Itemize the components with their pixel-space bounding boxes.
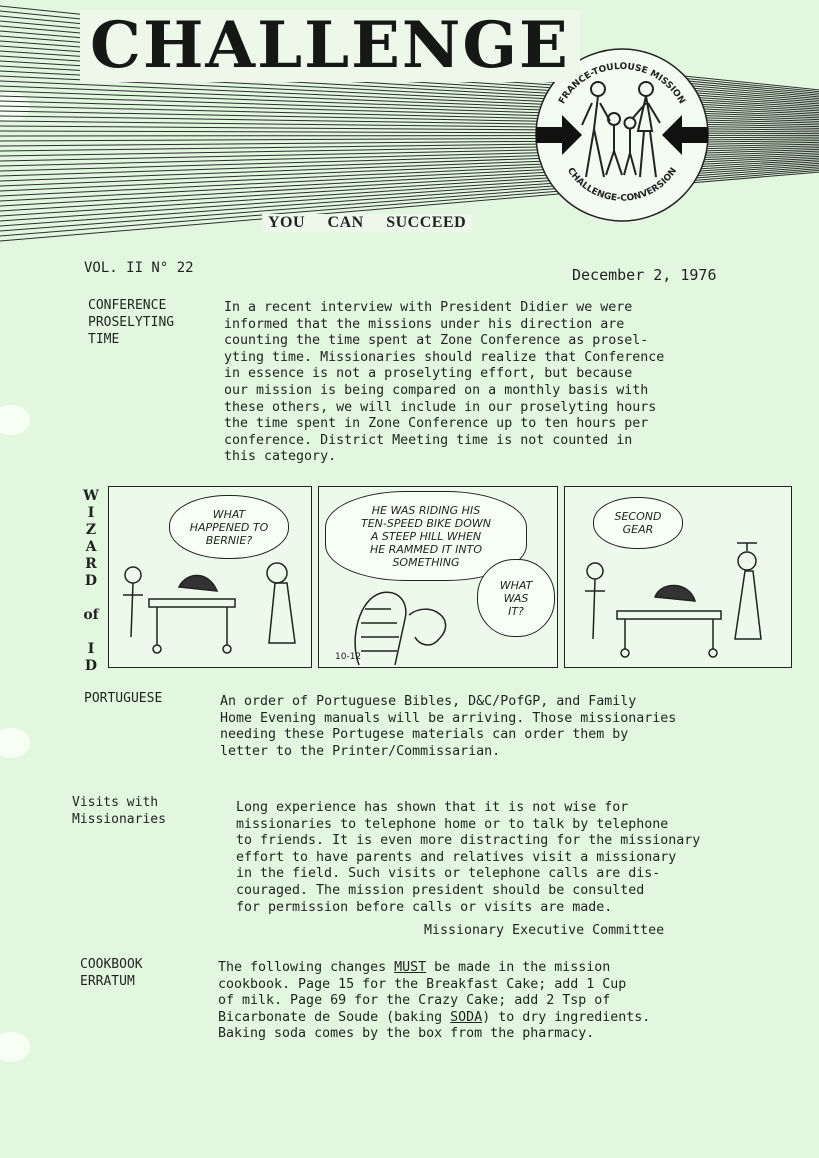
- visits-text: Long experience has shown that it is not wise for missionaries to telephone home or to talk by telephone to friends. It is even more distracting for the missionary effort to have parents and relatives visit a missionary in the field. Such visits or telephone calls are dis- couraged. The mission president should be consulted for permission before calls or visits are made.: [236, 800, 701, 915]
- cookbook-text: [218, 960, 738, 1043]
- speech-bubble-1: WHAT HAPPENED TO BERNIE?: [169, 495, 289, 559]
- binder-hole: [0, 728, 30, 758]
- newsletter-title: CHALLENGE: [80, 10, 580, 82]
- arrow-right-icon: [536, 115, 582, 155]
- volume-number: VOL. II N° 22: [84, 260, 194, 276]
- speech-bubble-2: HE WAS RIDING HIS TEN-SPEED BIKE DOWN A STEEP HILL WHEN HE RAMMED IT INTO SOMETHING: [325, 491, 527, 581]
- portuguese-heading: PORTUGUESE: [84, 691, 163, 706]
- comic-drawing-2: [319, 579, 557, 667]
- comic-series-title: W I Z A R D of I D: [83, 488, 99, 674]
- cookbook-text-part: The following changes: [218, 960, 395, 975]
- masthead: [0, 0, 819, 248]
- speech-bubble-4: SECOND GEAR: [593, 497, 683, 549]
- tagline: YOU CAN SUCCEED: [262, 214, 472, 232]
- cookbook-heading: COOKBOOK ERRATUM: [80, 957, 143, 989]
- emblem-bottom-text: CHALLENGE-CONVERSION: [564, 166, 680, 204]
- svg-text:FRANCE-TOULOUSE MISSION: [557, 62, 686, 106]
- comic-panel-1: [108, 486, 312, 668]
- speech-bubble-3: WHAT WAS IT?: [477, 559, 555, 637]
- cookbook-emphasis-soda: SODA: [450, 1009, 483, 1025]
- family-figures-icon: [582, 82, 660, 177]
- arrow-left-icon: [662, 115, 708, 155]
- portuguese-text: An order of Portuguese Bibles, D&C/PofGP, and Family Home Evening manuals will be arriving. Those missionaries needing these Portugese materials can order them by letter to the Printer/Commissarian.: [220, 694, 677, 759]
- cookbook-emphasis-must: MUST: [394, 960, 427, 975]
- cookbook-text-part: be made in the mission cookbook. Page 15 for the Breakfast Cake; add 1 Cup of milk. Page 69 for the Crazy Cake; add 2 Tsp of Bicarbonate de Soude (baking: [218, 960, 627, 1025]
- strip-date: 10-12: [335, 652, 362, 662]
- visits-signature: Missionary Executive Committee: [424, 923, 665, 938]
- conference-text: In a recent interview with President Didier we were informed that the missions under his direction are counting the time spent at Zone Conference as prosel- yting time. Missionaries should realize that Conference in essence is not a proselyting effort, but because our mission is being compared on a monthly basis with these others, we will include in our proselyting hours the time spent in Zone Conference up to ten hours per conference. District Meeting time is not counted in this category.: [224, 300, 665, 465]
- comic-panel-2: [318, 486, 558, 668]
- mission-emblem: [534, 47, 710, 223]
- binder-hole: [0, 1032, 30, 1062]
- issue-date: December 2, 1976: [572, 266, 717, 284]
- comic-drawing-3: [565, 541, 791, 667]
- comic-drawing-1: [109, 547, 311, 667]
- conference-heading: CONFERENCE PROSELYTING TIME: [88, 298, 175, 347]
- binder-hole: [0, 405, 30, 435]
- cookbook-text-part: ) to dry ingredients. Baking soda comes by the box from the pharmacy.: [218, 1009, 651, 1042]
- comic-panel-3: [564, 486, 792, 668]
- visits-heading: Visits with Missionaries: [72, 795, 166, 827]
- emblem-top-text: FRANCE-TOULOUSE MISSION: [557, 61, 687, 106]
